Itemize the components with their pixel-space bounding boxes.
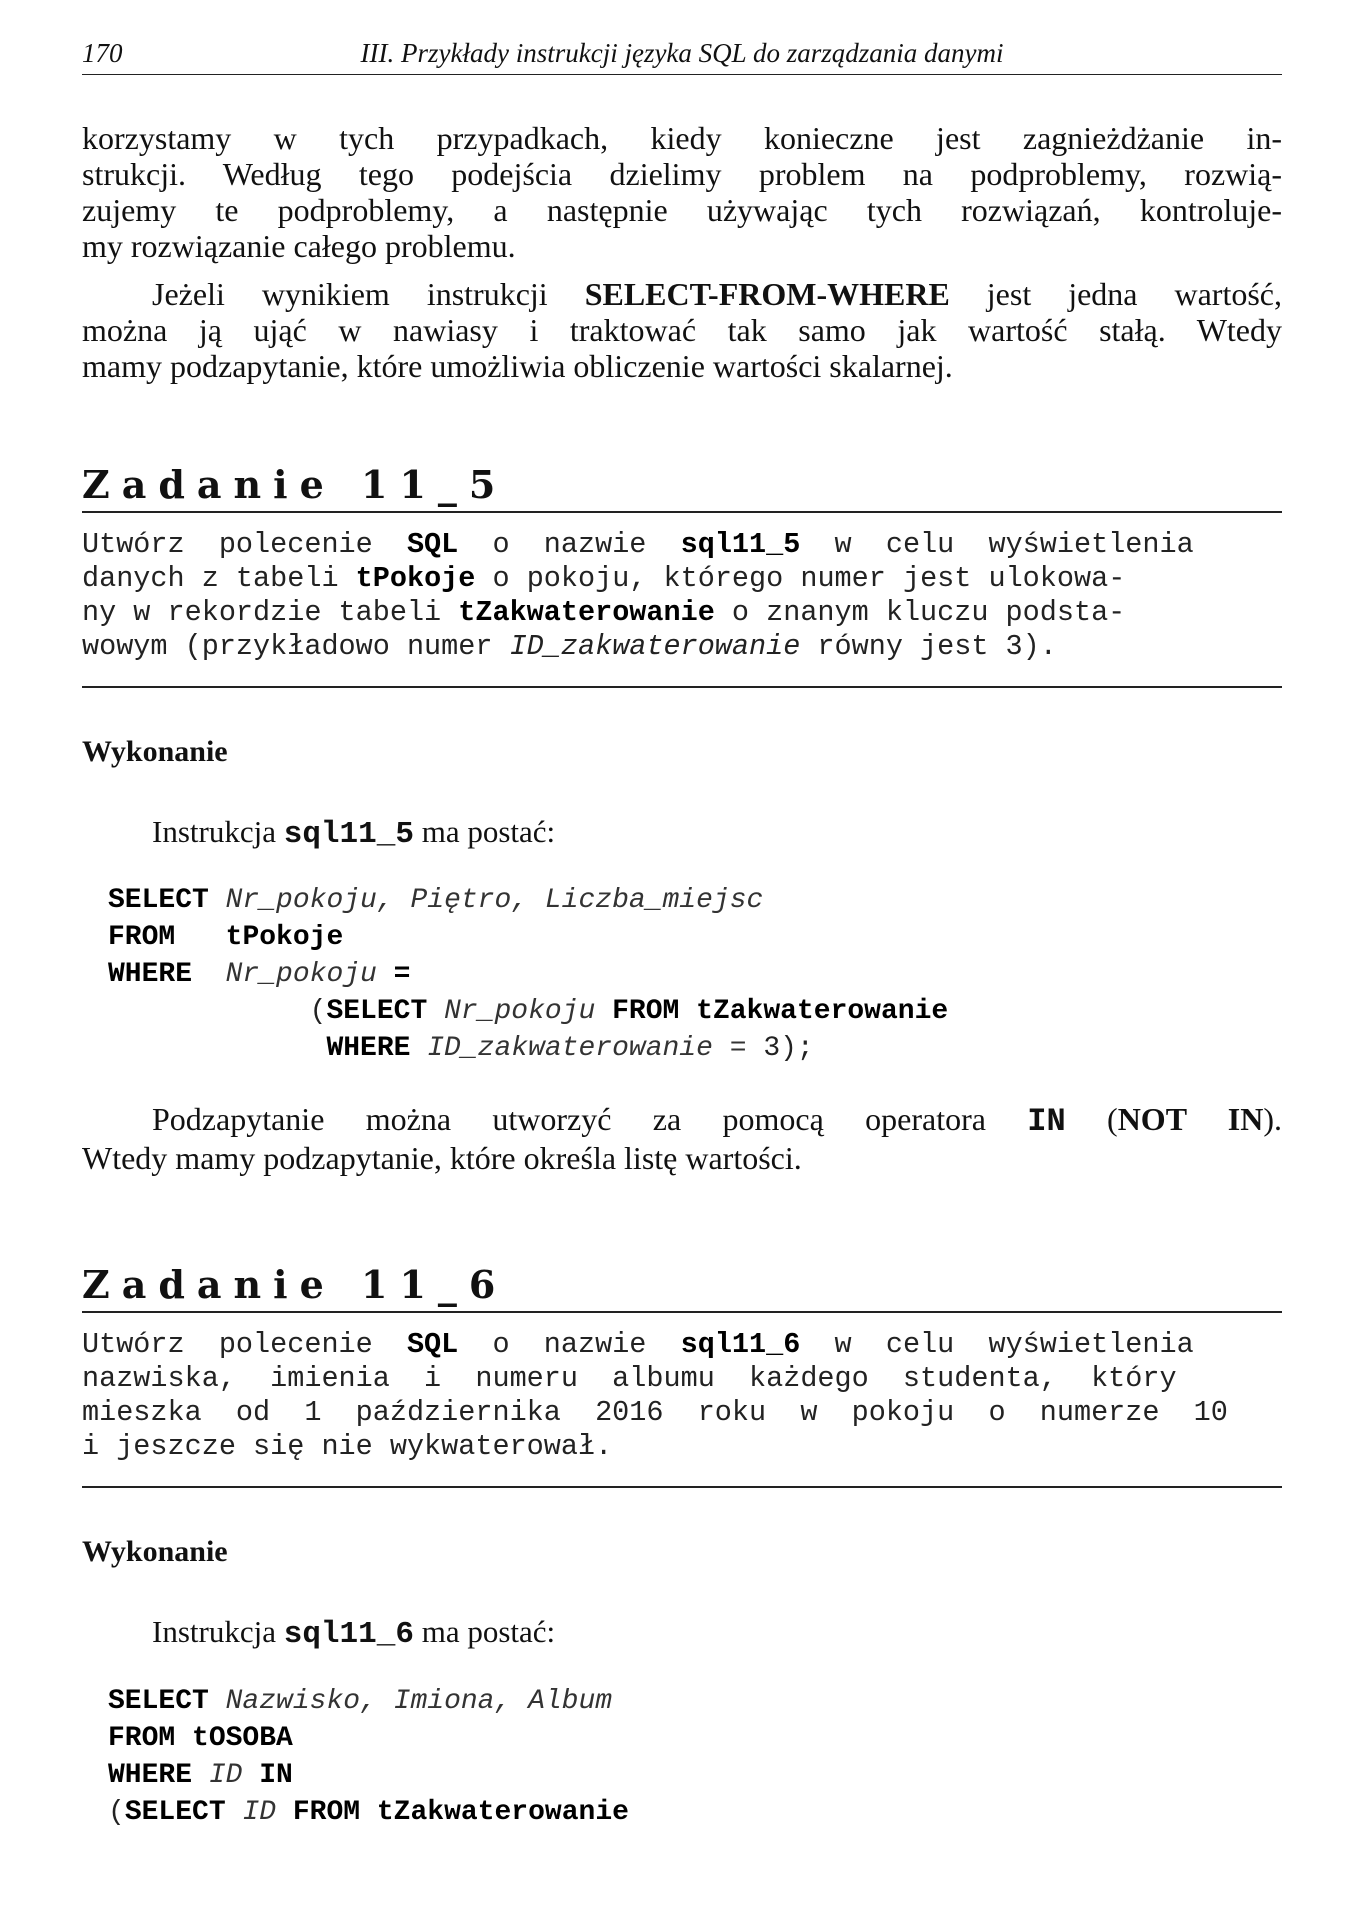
task-5-wykonanie: Wykonanie (82, 735, 228, 768)
query-name: sql11_5 (283, 817, 414, 852)
code-line (108, 1030, 948, 1067)
scalar-text: jest jedna wartość, (949, 276, 1283, 312)
sql-columns: Nazwisko, Imiona, Album (208, 1686, 613, 1717)
sql-space (108, 996, 310, 1027)
field-name: ID_zakwaterowanie (509, 630, 801, 663)
scalar-text: Jeżeli wynikiem instrukcji (152, 276, 585, 312)
task-6-line-4: i jeszcze się nie wykwaterował. (82, 1430, 613, 1463)
task-5-bottom-rule (82, 686, 1282, 688)
code-line (108, 1683, 629, 1720)
task-5-line-3 (82, 596, 1282, 630)
task-text: o znanym kluczu podsta- (714, 596, 1126, 629)
task-6-code (108, 1683, 629, 1831)
task-text: w celu wyświetlenia (800, 528, 1194, 561)
intro-line-1: korzystamy w tych przypadkach, kiedy konieczne jest zagnieżdżanie in- (82, 120, 1282, 156)
sql-term: SQL (406, 528, 459, 561)
sql-table: tZakwaterowanie (679, 996, 949, 1027)
task-6-line-3: mieszka od 1 października 2016 roku w pokoju o numerze 10 (82, 1396, 1228, 1429)
code-line (108, 956, 948, 993)
task-5-line-4 (82, 630, 1282, 664)
sql-keyword: FROM (612, 996, 680, 1027)
query-name: sql11_6 (680, 1328, 801, 1361)
sql-table: tOSOBA (175, 1723, 293, 1754)
task-6-wykonanie: Wykonanie (82, 1535, 228, 1568)
scalar-line-2: można ją ująć w nawiasy i traktować tak samo jak wartość stałą. Wtedy (82, 312, 1282, 348)
intro-text: Instrukcja (152, 814, 284, 849)
sql-table: tPokoje (225, 922, 344, 953)
task-text: o nazwie (458, 1328, 681, 1361)
intro-text: Instrukcja (152, 1614, 284, 1649)
intro-line-3: zujemy te podproblemy, a następnie używając tych rozwiązań, kontroluje- (82, 192, 1282, 228)
table-name: tZakwaterowanie (458, 596, 715, 629)
sql-keyword: WHERE (326, 1033, 411, 1064)
code-line (108, 1720, 629, 1757)
task-6-top-rule (82, 1311, 1282, 1313)
sql-paren: ( (108, 1797, 125, 1828)
book-page (82, 0, 1282, 1920)
task-text: Utwórz polecenie (82, 528, 407, 561)
code-line (108, 1794, 629, 1831)
sql-keyword: SELECT (124, 1797, 226, 1828)
running-title: III. Przykłady instrukcji języka SQL do zarządzania danymi (360, 38, 1004, 68)
table-name: tPokoje (355, 562, 476, 595)
task-text: w celu wyświetlenia (800, 1328, 1194, 1361)
sql-keyword: FROM (108, 1723, 176, 1754)
sql-operator: = (393, 959, 411, 990)
scalar-line-1 (82, 276, 1282, 312)
sql-column: ID (192, 1760, 260, 1791)
task-text: o nazwie (458, 528, 681, 561)
sql-keyword: SELECT (108, 1686, 209, 1717)
sql-space (108, 1033, 326, 1064)
sql-keyword: IN (259, 1760, 293, 1791)
task-6-description (82, 1328, 1282, 1464)
task-text: wowym (przykładowo numer (82, 630, 510, 663)
intro-line-4: my rozwiązanie całego problemu. (82, 228, 516, 264)
code-line (108, 993, 948, 1030)
in-paragraph (82, 1101, 1282, 1176)
page-number: 170 (82, 38, 123, 68)
running-header (82, 38, 1282, 76)
task-6-intro (152, 1614, 555, 1652)
sql-term: SQL (406, 1328, 459, 1361)
sql-value: 3); (763, 1033, 814, 1064)
in-operator: IN (1027, 1103, 1066, 1140)
sql-space (192, 959, 226, 990)
scalar-line-3: mamy podzapytanie, które umożliwia obliczenie wartości skalarnej. (82, 348, 953, 384)
task-text: ny w rekordzie tabeli (82, 596, 459, 629)
sql-column: Nr_pokoju (427, 996, 613, 1027)
sql-column: ID (225, 1797, 293, 1828)
task-5-code (108, 882, 948, 1067)
sql-keyword: FROM (292, 1797, 361, 1828)
in-line-2: Wtedy mamy podzapytanie, które określa listę wartości. (82, 1140, 802, 1176)
sql-space (175, 922, 225, 953)
code-line (108, 882, 948, 919)
sql-condition: ID_zakwaterowanie = (410, 1033, 764, 1064)
task-6-line-2: nazwiska, imienia i numeru albumu każdego studenta, który (82, 1362, 1177, 1395)
sql-column: Nr_pokoju (225, 959, 394, 990)
in-line-1 (82, 1101, 1282, 1140)
sql-keyword: WHERE (108, 1760, 193, 1791)
intro-text: ma postać: (413, 814, 556, 849)
sql-paren: ( (309, 996, 327, 1027)
code-line (108, 1757, 629, 1794)
sql-columns: Nr_pokoju, Piętro, Liczba_miejsc (208, 885, 764, 916)
sql-keyword: WHERE (108, 959, 193, 990)
task-5-intro (152, 814, 555, 852)
not-in-operator: NOT IN (1117, 1101, 1264, 1137)
task-text: równy jest 3). (800, 630, 1057, 663)
task-5-line-1 (82, 528, 1282, 562)
task-text: Utwórz polecenie (82, 1328, 407, 1361)
task-6-line-1 (82, 1328, 1282, 1362)
header-rule (82, 74, 1282, 75)
task-5-top-rule (82, 511, 1282, 513)
query-name: sql11_6 (283, 1617, 414, 1652)
sql-table: tZakwaterowanie (360, 1797, 629, 1828)
task-6-bottom-rule (82, 1486, 1282, 1488)
task-5-heading: Zadanie 11_5 (82, 462, 508, 507)
task-text: o pokoju, którego numer jest ulokowa- (475, 562, 1126, 595)
intro-line-2: strukcji. Według tego podejścia dzielimy problem na podproblemy, rozwią- (82, 156, 1282, 192)
task-5-description (82, 528, 1282, 664)
task-5-line-2 (82, 562, 1282, 596)
code-line (108, 919, 948, 956)
scalar-paragraph (82, 276, 1282, 384)
para-text: Podzapytanie można utworzyć za pomocą operatora (152, 1101, 1028, 1137)
query-name: sql11_5 (680, 528, 801, 561)
para-text: ( (1065, 1101, 1118, 1137)
sql-keyword: SELECT (108, 885, 209, 916)
intro-paragraph (82, 120, 1282, 264)
sql-keyword: SELECT (326, 996, 428, 1027)
para-text: ). (1263, 1101, 1283, 1137)
sql-keyword: FROM (108, 922, 176, 953)
select-from-where-term: SELECT-FROM-WHERE (584, 276, 950, 312)
intro-text: ma postać: (413, 1614, 556, 1649)
task-text: danych z tabeli (82, 562, 356, 595)
task-6-heading: Zadanie 11_6 (82, 1262, 508, 1307)
